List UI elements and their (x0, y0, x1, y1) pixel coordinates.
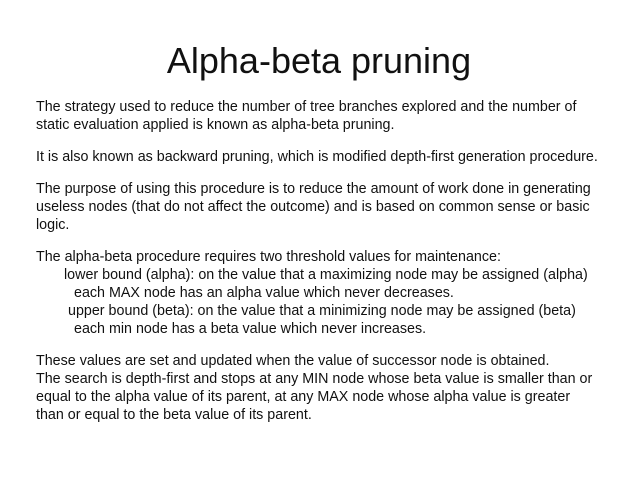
paragraph-backward-pruning (36, 148, 626, 166)
slide-body (36, 98, 626, 424)
slide-title: Alpha-beta pruning (166, 40, 472, 81)
paragraph-search-rules (36, 352, 626, 424)
paragraph-purpose (36, 180, 626, 234)
text-line: useless nodes (that do not affect the outcome) and is based on common sense or basic (36, 199, 590, 215)
text-line: The search is depth-first and stops at any MIN node whose beta value is smaller than or (36, 371, 593, 387)
text-line: The purpose of using this procedure is to reduce the amount of work done in generating (36, 181, 591, 197)
text-line: The strategy used to reduce the number of tree branches explored and the number of (36, 99, 577, 115)
text-line: It is also known as backward pruning, which is modified depth-first generation procedure. (36, 149, 598, 165)
text-line: logic. (36, 217, 70, 233)
paragraph-thresholds (36, 248, 626, 338)
text-line: These values are set and updated when the value of successor node is obtained. (36, 353, 550, 369)
min-node-line: each min node has a beta value which never increases. (74, 321, 427, 337)
paragraph-strategy (36, 98, 626, 134)
upper-bound-line: upper bound (beta): on the value that a minimizing node may be assigned (beta) (68, 303, 576, 319)
max-node-line: each MAX node has an alpha value which never decreases. (74, 285, 454, 301)
lower-bound-line: lower bound (alpha): on the value that a maximizing node may be assigned (alpha) (64, 267, 588, 283)
text-line: than or equal to the beta value of its parent. (36, 407, 312, 423)
text-line: static evaluation applied is known as alpha-beta pruning. (36, 117, 395, 133)
thresholds-intro: The alpha-beta procedure requires two threshold values for maintenance: (36, 249, 501, 265)
text-line: equal to the alpha value of its parent, at any MAX node whose alpha value is greater (36, 389, 571, 405)
